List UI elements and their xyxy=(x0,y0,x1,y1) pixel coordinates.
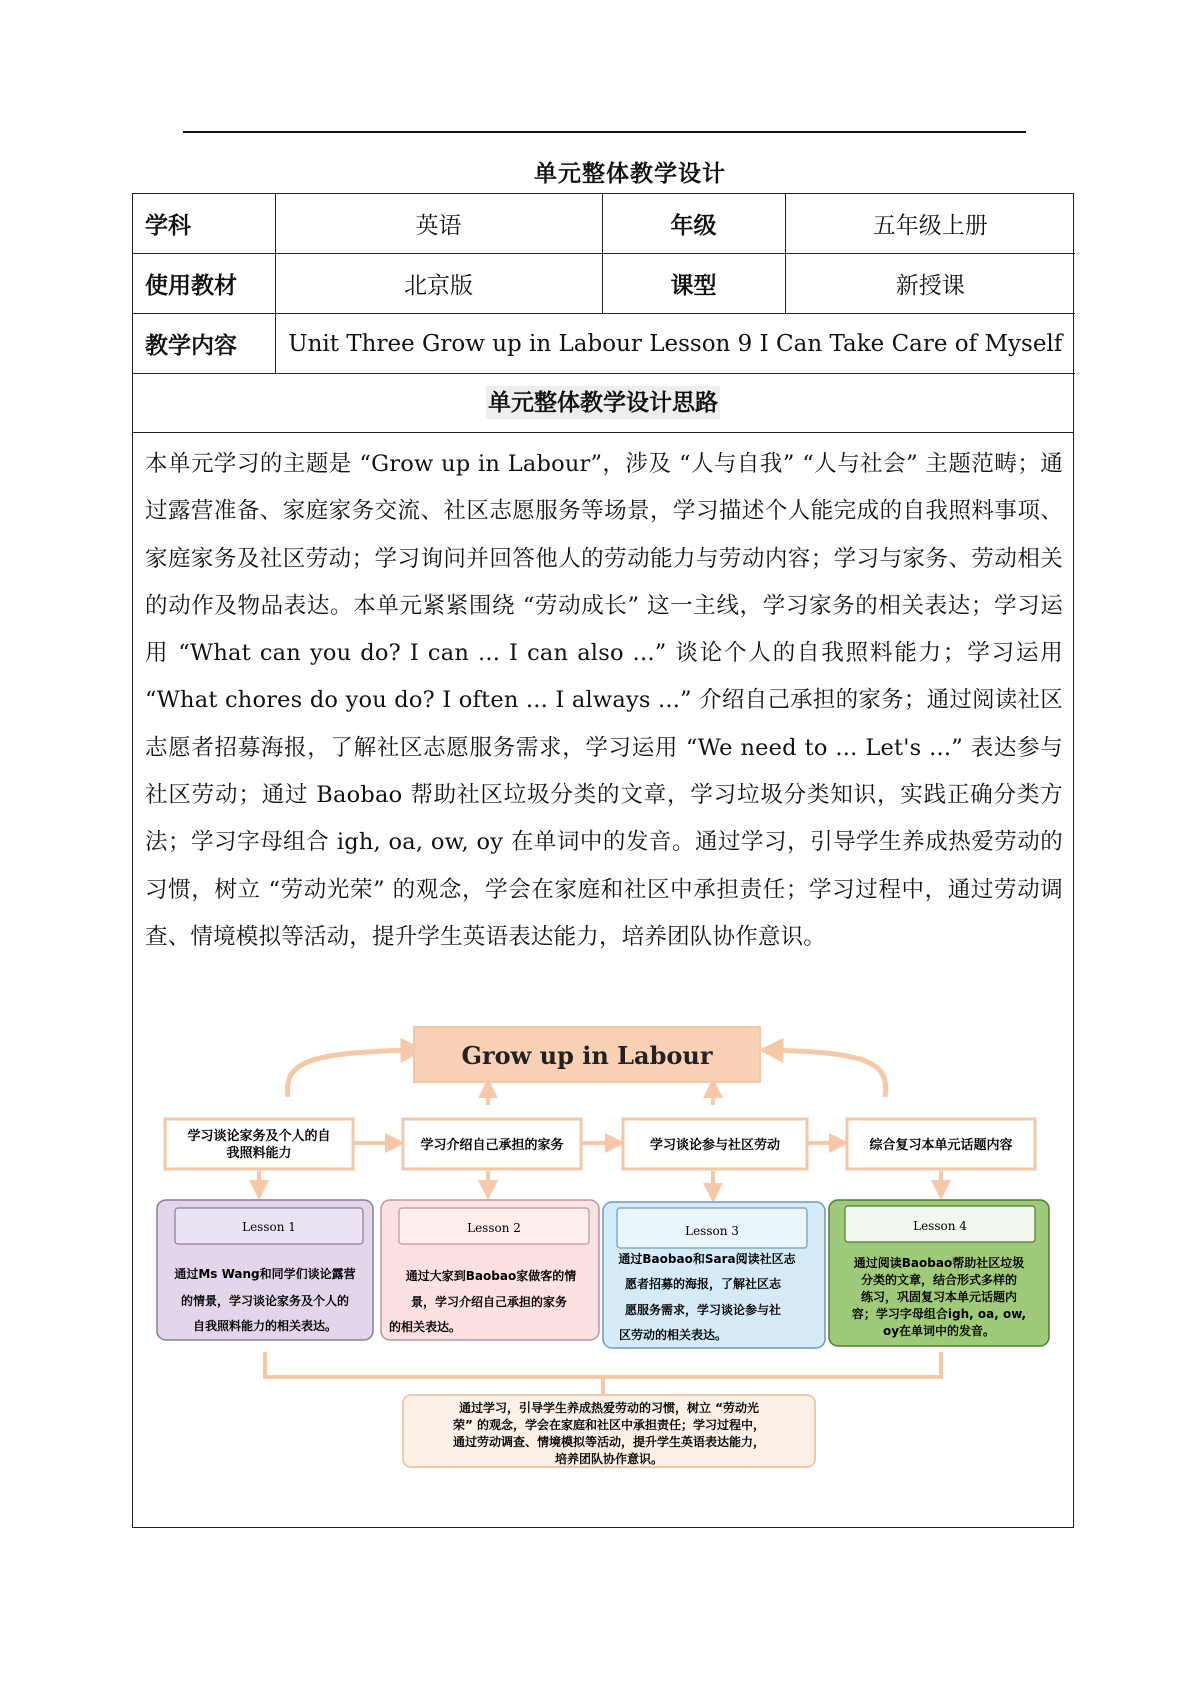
topic-3-line1: 学习谈论参与社区劳动 xyxy=(649,1138,781,1153)
info-row-subject xyxy=(133,194,1075,254)
summary-box xyxy=(403,1395,815,1467)
lesson-4-title: Lesson 4 xyxy=(913,1219,967,1233)
lesson-3-line2: 愿者招募的海报，了解社区志 xyxy=(624,1277,782,1291)
info-table xyxy=(133,194,1075,374)
summary-line1: 通过学习，引导学生养成热爱劳动的习惯，树立 “劳动光 xyxy=(458,1401,760,1415)
topic-1-line1: 学习谈论家务及个人的自 xyxy=(187,1129,331,1144)
topic-2-line1: 学习介绍自己承担的家务 xyxy=(420,1138,564,1153)
grade-label: 年级 xyxy=(602,194,785,254)
lesson-4-line5: oy在单词中的发音。 xyxy=(882,1324,996,1338)
summary-line3: 通过劳动调查、情境模拟等活动，提升学生英语表达能力， xyxy=(452,1435,766,1449)
arc-arrow-right xyxy=(766,1050,886,1097)
lesson-3-line4: 区劳动的相关表达。 xyxy=(618,1328,728,1342)
lesson-card-2 xyxy=(381,1200,599,1340)
grade-value: 五年级上册 xyxy=(785,194,1075,254)
content-label: 教学内容 xyxy=(133,314,275,374)
top-rule xyxy=(183,131,1026,133)
info-row-textbook xyxy=(133,254,1075,314)
topic-4-line1: 综合复习本单元话题内容 xyxy=(869,1138,1013,1153)
topic-1-line2: 我照料能力 xyxy=(226,1146,292,1161)
summary-line2: 荣” 的观念，学会在家庭和社区中承担责任；学习过程中， xyxy=(452,1418,766,1432)
lesson-type-value: 新授课 xyxy=(785,254,1075,314)
lesson-3-title: Lesson 3 xyxy=(685,1224,739,1238)
lesson-4-line4: 容；学习字母组合igh, oa, ow, xyxy=(851,1307,1027,1321)
subject-value: 英语 xyxy=(275,194,602,254)
lesson-design-sheet xyxy=(132,193,1074,1528)
lesson-1-title: Lesson 1 xyxy=(242,1220,296,1234)
topic-box-4 xyxy=(847,1119,1035,1169)
center-title: Grow up in Labour xyxy=(461,1041,713,1070)
textbook-value: 北京版 xyxy=(275,254,602,314)
design-heading-text: 单元整体教学设计思路 xyxy=(486,386,720,419)
lesson-3-line3: 愿服务需求，学习谈论参与社 xyxy=(624,1303,782,1317)
lesson-3-line1: 通过Baobao和Sara阅读社区志 xyxy=(618,1252,796,1266)
lesson-2-line1: 通过大家到Baobao家做客的情 xyxy=(405,1269,577,1283)
info-row-content xyxy=(133,314,1075,374)
arc-arrow-left xyxy=(287,1050,418,1097)
lesson-type-label: 课型 xyxy=(602,254,785,314)
lesson-1-line2: 的情景，学习谈论家务及个人的 xyxy=(180,1294,350,1308)
lesson-2-line2: 景，学习介绍自己承担的家务 xyxy=(410,1295,568,1309)
page-title: 单元整体教学设计 xyxy=(534,160,726,187)
lesson-1-line1: 通过Ms Wang和同学们谈论露营 xyxy=(174,1267,356,1281)
lesson-1-line3: 自我照料能力的相关表达。 xyxy=(192,1319,338,1333)
lesson-card-3 xyxy=(603,1202,825,1348)
content-value: Unit Three Grow up in Labour Lesson 9 I Can Take Care of Myself xyxy=(275,314,1075,374)
topic-box-2 xyxy=(403,1119,581,1169)
design-paragraph: 本单元学习的主题是 “Grow up in Labour”，涉及 “人与自我” “人与社会” 主题范畴；通过露营准备、家庭家务交流、社区志愿服务等场景，学习描述个人能完成的自我照料事项、家庭家务及社区劳动；学习询问并回答他人的劳动能力与劳动内容；学习与家务、劳动相关的动作及物品表达。本单元紧紧围绕 “劳动成长” 这一主线，学习家务的相关表达；学习运用 “What can you do? I can ... I can also ...” 谈论个人的自我照料能力；学习运用 “What chores do you do? I often ... I always ...” 介绍自己承担的家务；通过阅读社区志愿者招募海报，了解社区志愿服务需求，学习运用 “We need to ... Let's ...” 表达参与社区劳动；通过 Baobao 帮助社区垃圾分类的文章，学习垃圾分类知识，实践正确分类方法；学习字母组合 igh, oa, ow, oy 在单词中的发音。通过学习，引导学生养成热爱劳动的习惯，树立 “劳动光荣” 的观念，学会在家庭和社区中承担责任；学习过程中，通过劳动调查、情境模拟等活动，提升学生英语表达能力，培养团队协作意识。 xyxy=(145,451,1063,950)
summary-line4: 培养团队协作意识。 xyxy=(554,1452,664,1466)
lesson-4-line2: 分类的文章，结合形式多样的 xyxy=(860,1273,1018,1287)
design-section-heading xyxy=(133,374,1073,433)
summary-bracket xyxy=(265,1352,941,1377)
lesson-4-line3: 练习，巩固复习本单元话题内 xyxy=(860,1290,1018,1304)
topic-box-3 xyxy=(623,1119,807,1169)
lesson-card-4 xyxy=(829,1200,1049,1346)
textbook-label: 使用教材 xyxy=(133,254,275,314)
subject-label: 学科 xyxy=(133,194,275,254)
lesson-2-line3: 的相关表达。 xyxy=(388,1320,462,1334)
unit-structure-diagram xyxy=(133,1022,1075,1502)
lesson-2-title: Lesson 2 xyxy=(467,1221,521,1235)
topic-box-1 xyxy=(165,1119,353,1169)
lesson-4-line1: 通过阅读Baobao帮助社区垃圾 xyxy=(853,1256,1025,1270)
lesson-card-1 xyxy=(157,1200,373,1340)
